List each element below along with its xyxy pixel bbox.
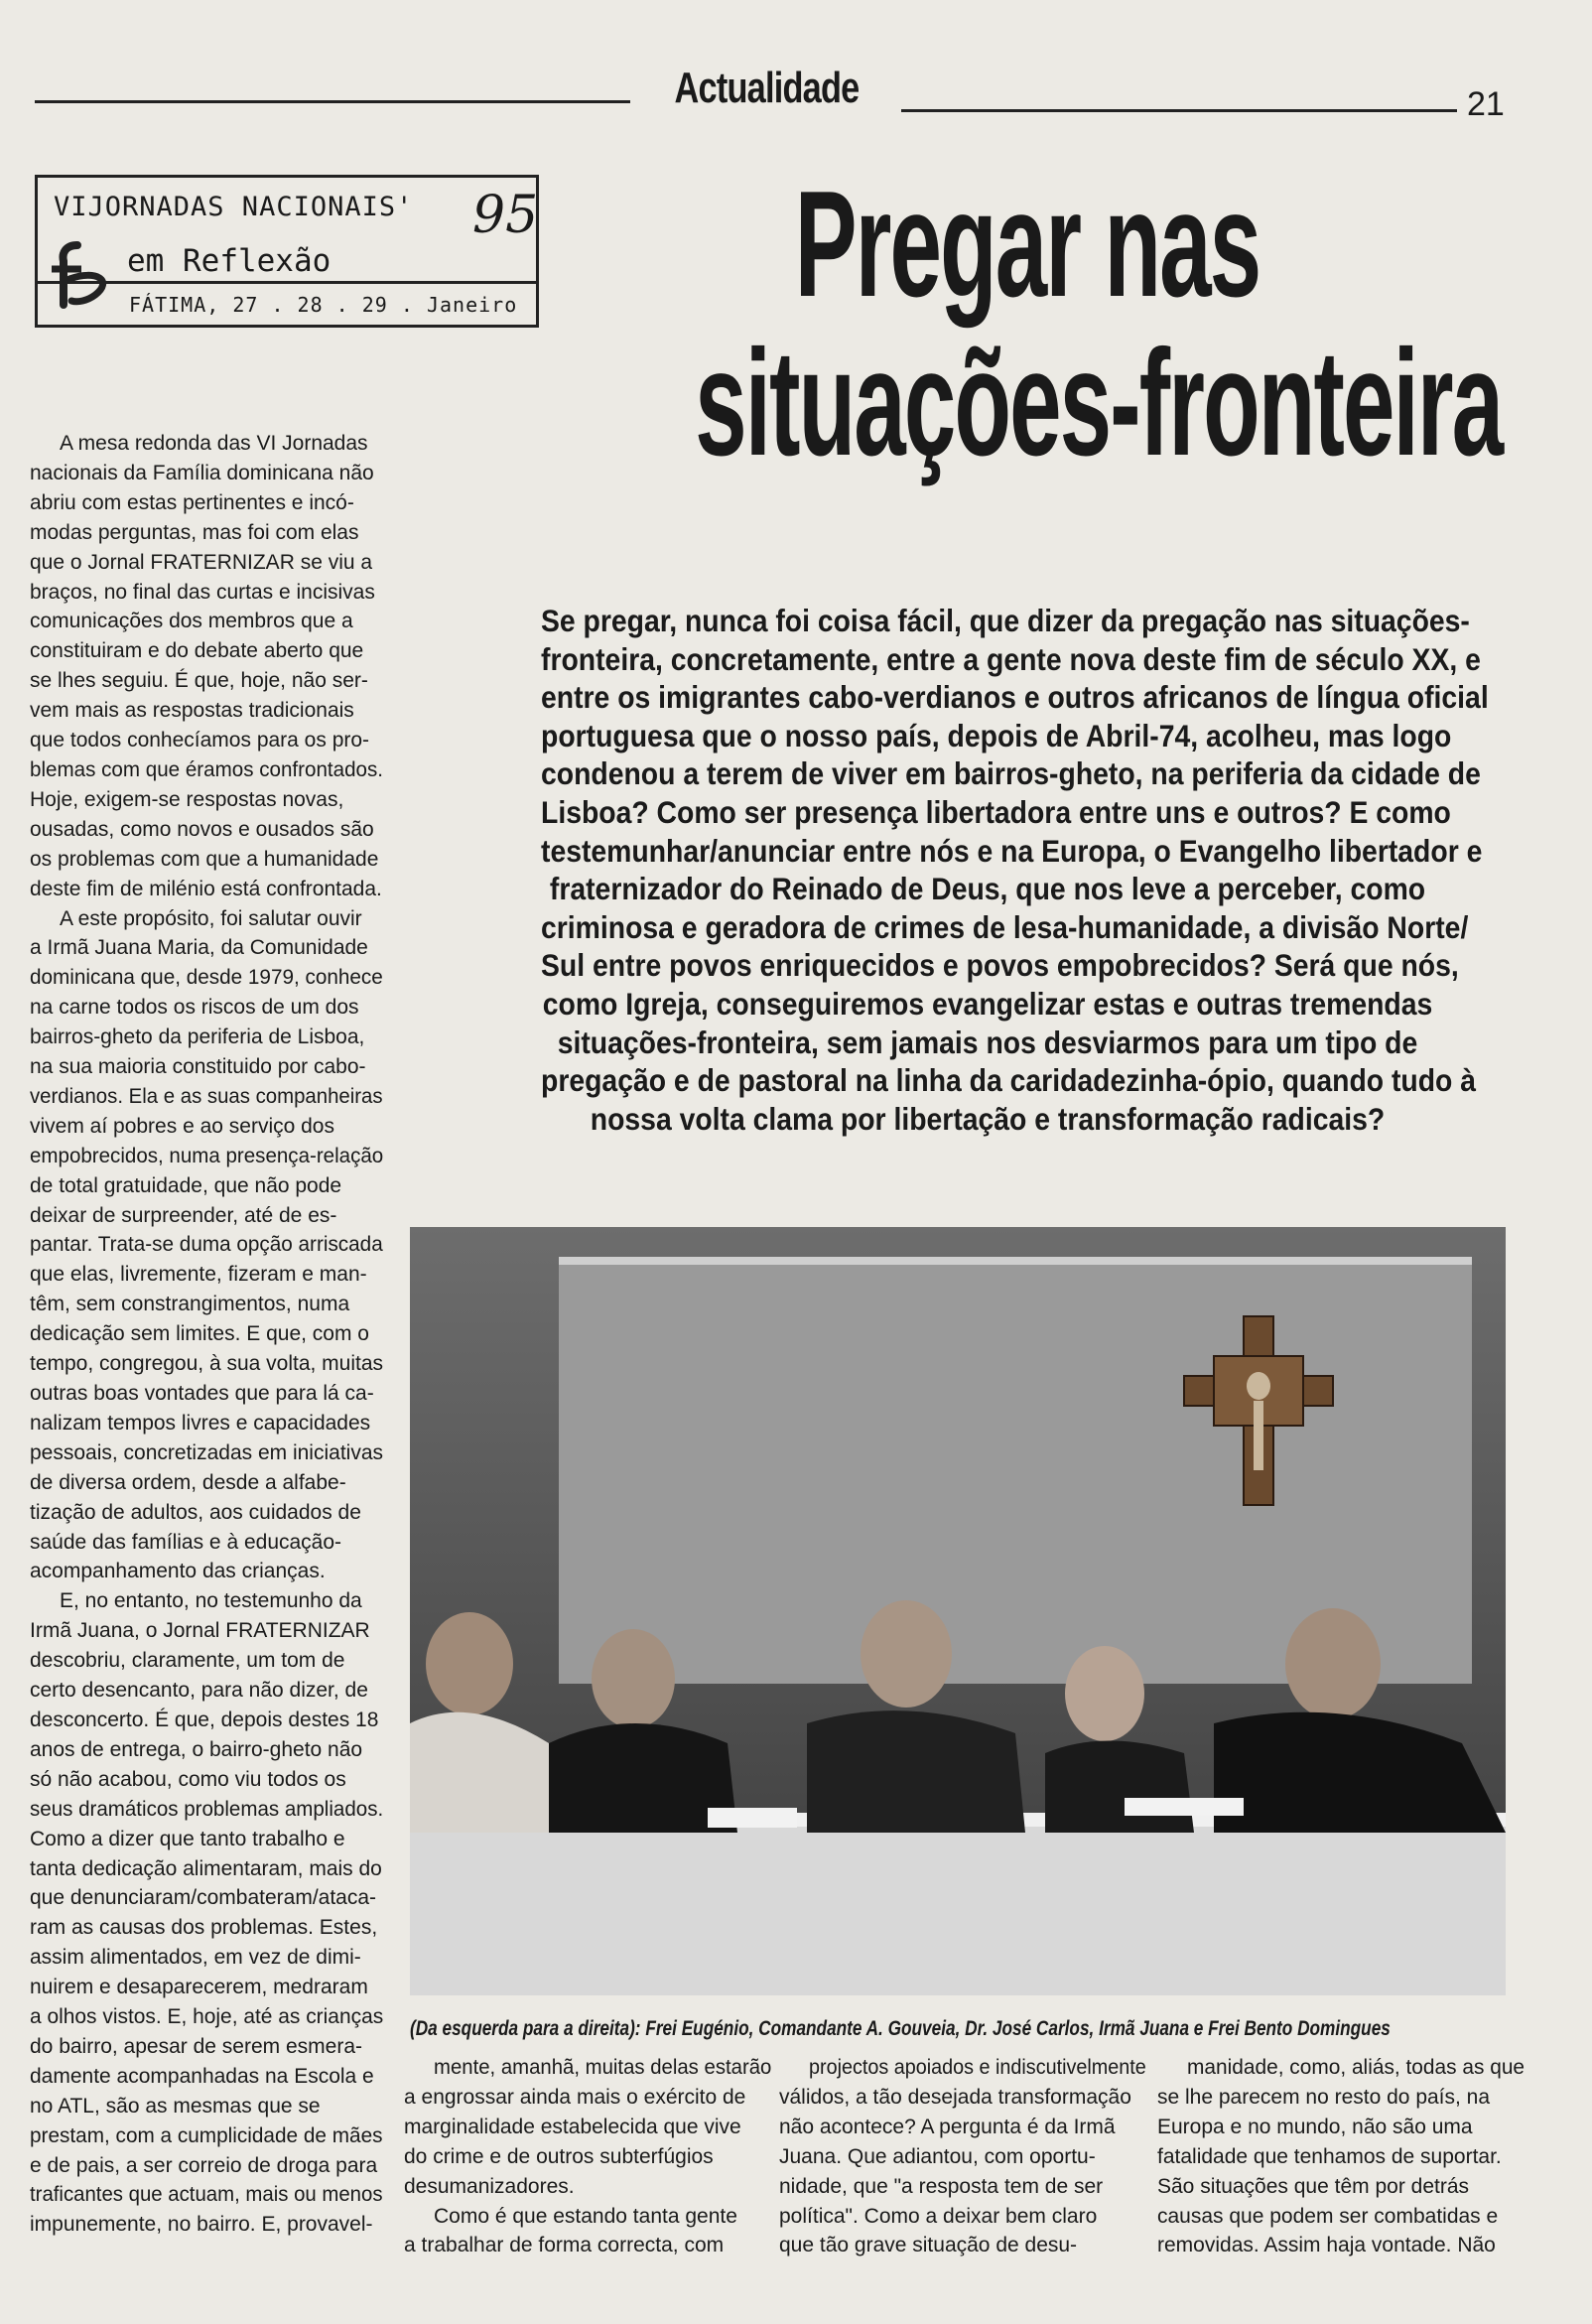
lead-line: nossa volta clama por libertação e transformação radicais? xyxy=(590,1100,1386,1137)
text-line: se lhe parecem no resto do país, na xyxy=(1157,2085,1491,2109)
jornadas-location-dates: FÁTIMA, 27 . 28 . 29 . Janeiro xyxy=(129,293,518,317)
text-line: prestam, com a cumplicidade de mães xyxy=(30,2123,383,2147)
paragraph xyxy=(30,429,383,904)
photo-round-table xyxy=(410,1227,1506,1995)
headline-line-2: situações-fronteira xyxy=(695,319,1503,487)
text-line: na carne todos os riscos de um dos xyxy=(30,996,359,1020)
text-line: descobriu, claramente, um tom de xyxy=(30,1649,345,1673)
jornadas-title: VIJORNADAS NACIONAIS' xyxy=(54,192,414,222)
lead-line: portuguesa que o nosso país, depois de Abril-74, acolheu, mas logo xyxy=(541,717,1452,753)
text-line: constituiram e do debate aberto que xyxy=(30,639,364,663)
text-line: tempo, congregou, à sua volta, muitas xyxy=(30,1352,384,1376)
photo-caption-text: (Da esquerda para a direita): Frei Eugénio, Comandante A. Gouveia, Dr. José Carlos, Irmã Juana e Frei Bento Domingues xyxy=(410,2017,1391,2040)
lead-line: como Igreja, conseguiremos evangelizar estas e outras tremendas xyxy=(542,985,1433,1022)
text-line: a trabalhar de forma correcta, com xyxy=(404,2234,725,2257)
lead-line: testemunhar/anunciar entre nós e na Europa, o Evangelho libertador e xyxy=(541,832,1483,869)
text-line: a olhos vistos. E, hoje, até as crianças xyxy=(30,2005,384,2029)
paragraph xyxy=(779,2053,1146,2260)
text-line: acompanhamento das crianças. xyxy=(30,1560,326,1583)
text-line: causas que podem ser combatidas e xyxy=(1157,2204,1499,2228)
text-line: outras boas vontades que para lá ca- xyxy=(30,1382,374,1405)
text-line: do crime e de outros subterfúgios xyxy=(404,2144,714,2168)
paragraph xyxy=(30,904,383,1587)
lead-paragraph xyxy=(491,602,1489,1138)
text-line: empobrecidos, numa presença-relação xyxy=(30,1144,384,1167)
text-line: vem mais as respostas tradicionais xyxy=(30,699,354,723)
lead-line: entre os imigrantes cabo-verdianos e outros africanos de língua oficial xyxy=(541,679,1489,716)
text-line: bairros-gheto da periferia de Lisboa, xyxy=(30,1025,365,1049)
article-column-bottom-1 xyxy=(404,2053,771,2260)
text-line: braços, no final das curtas e incisivas xyxy=(30,580,375,604)
paragraph xyxy=(1157,2053,1525,2260)
text-line: A mesa redonda das VI Jornadas xyxy=(60,432,368,455)
text-line: que elas, livremente, fizeram e man- xyxy=(30,1263,367,1287)
text-line: Europa e no mundo, não são uma xyxy=(1157,2115,1473,2138)
text-line: na sua maioria constituido por cabo- xyxy=(30,1055,366,1079)
text-line: a engrossar ainda mais o exército de xyxy=(404,2085,746,2109)
paragraph xyxy=(404,2053,771,2202)
text-line: modas perguntas, mas foi com elas xyxy=(30,520,359,544)
text-line: que todos conhecíamos para os pro- xyxy=(30,729,370,752)
text-line: desumanizadores. xyxy=(404,2174,575,2198)
text-line: Como é que estando tanta gente xyxy=(434,2204,737,2228)
text-line: válidos, a tão desejada transformação xyxy=(779,2085,1131,2109)
text-line: têm, sem constrangimentos, numa xyxy=(30,1293,350,1316)
text-line: manidade, como, aliás, todas as que xyxy=(1187,2056,1526,2079)
section-title: Actualidade xyxy=(674,64,860,112)
text-line: marginalidade estabelecida que vive xyxy=(404,2115,741,2138)
text-line: no ATL, são as mesmas que se xyxy=(30,2094,321,2118)
text-line: Juana. Que adiantou, com oportu- xyxy=(779,2144,1096,2168)
lead-line: fronteira, concretamente, entre a gente nova deste fim de século XX, e xyxy=(541,640,1481,677)
text-line: removidas. Assim haja vontade. Não xyxy=(1157,2234,1496,2257)
text-line: tização de adultos, aos cuidados de xyxy=(30,1500,361,1524)
text-line: só não acabou, como viu todos os xyxy=(30,1767,346,1791)
headline-line-1: Pregar nas xyxy=(794,160,1260,329)
text-line: impunemente, no bairro. E, provavel- xyxy=(30,2213,373,2237)
text-line: São situações que têm por detrás xyxy=(1157,2174,1470,2198)
text-line: comunicações dos membros que a xyxy=(30,610,353,633)
text-line: e de pais, a ser correio de droga para xyxy=(30,2153,378,2177)
text-line: pessoais, concretizadas em iniciativas xyxy=(30,1440,383,1464)
text-line: nacionais da Família dominicana não xyxy=(30,461,374,484)
text-line: assim alimentados, em vez de dimi- xyxy=(30,1946,361,1970)
lead-line: Se pregar, nunca foi coisa fácil, que dizer da pregação nas situações- xyxy=(541,603,1470,638)
header-rule-right xyxy=(901,109,1457,112)
article-column-bottom-2 xyxy=(779,2053,1146,2260)
text-line: saúde das famílias e à educação- xyxy=(30,1530,342,1554)
jornadas-year: 95 xyxy=(472,186,539,245)
text-line: seus dramáticos problemas ampliados. xyxy=(30,1797,384,1821)
page-number: 21 xyxy=(1467,85,1505,123)
text-line: fatalidade que tenhamos de suportar. xyxy=(1157,2144,1502,2168)
paragraph xyxy=(30,1586,383,2240)
text-line: que tão grave situação de desu- xyxy=(779,2234,1078,2257)
jornadas-subtitle: em Reflexão xyxy=(127,243,332,279)
text-line: dedicação sem limites. E que, com o xyxy=(30,1322,369,1346)
text-line: dominicana que, desde 1979, conhece xyxy=(30,966,383,990)
text-line: verdianos. Ela e as suas companheiras xyxy=(30,1084,383,1108)
text-line: vivem aí pobres e ao serviço dos xyxy=(30,1114,334,1138)
text-line: nuirem e desaparecerem, medraram xyxy=(30,1976,368,1999)
text-line: nalizam tempos livres e capacidades xyxy=(30,1411,371,1435)
text-line: A este propósito, foi salutar ouvir xyxy=(60,906,362,930)
lead-line: criminosa e geradora de crimes de lesa-humanidade, a divisão Norte/ xyxy=(541,908,1469,945)
text-line: não acontece? A pergunta é da Irmã xyxy=(779,2115,1116,2138)
text-line: do bairro, apesar de serem esmera- xyxy=(30,2034,362,2058)
text-line: deixar de surpreender, até de es- xyxy=(30,1203,337,1227)
text-line: damente acompanhadas na Escola e xyxy=(30,2064,374,2088)
text-line: que denunciaram/combateram/ataca- xyxy=(30,1886,377,1910)
text-line: anos de entrega, o bairro-gheto não xyxy=(30,1737,363,1761)
lead-line: pregação e de pastoral na linha da caridadezinha-ópio, quando tudo à xyxy=(541,1062,1477,1099)
text-line: ousadas, como novos e ousados são xyxy=(30,817,374,841)
text-line: nidade, que "a resposta tem de ser xyxy=(779,2174,1104,2198)
text-line: que o Jornal FRATERNIZAR se viu a xyxy=(30,550,373,574)
lead-line: situações-fronteira, sem jamais nos desviarmos para um tipo de xyxy=(557,1024,1418,1060)
lead-line: condenou a terem de viver em bairros-gheto, na periferia da cidade de xyxy=(541,755,1481,792)
text-line: Irmã Juana, o Jornal FRATERNIZAR xyxy=(30,1619,370,1643)
text-line: E, no entanto, no testemunho da xyxy=(60,1589,362,1613)
text-line: a Irmã Juana Maria, da Comunidade xyxy=(30,936,368,960)
text-line: blemas com que éramos confrontados. xyxy=(30,757,384,781)
text-line: pantar. Trata-se duma opção arriscada xyxy=(30,1233,383,1257)
header-rule-left xyxy=(35,100,630,103)
article-column-left xyxy=(30,429,383,2240)
text-line: projectos apoiados e indiscutivelmente xyxy=(809,2056,1146,2079)
headline xyxy=(491,160,1563,487)
text-line: ram as causas dos problemas. Estes, xyxy=(30,1916,378,1940)
text-line: Hoje, exigem-se respostas novas, xyxy=(30,787,344,811)
text-line: política". Como a deixar bem claro xyxy=(779,2204,1098,2228)
text-line: desconcerto. É que, depois destes 18 xyxy=(30,1708,379,1731)
photo-image xyxy=(410,1227,1506,1995)
text-line: Como a dizer que tanto trabalho e xyxy=(30,1827,345,1850)
text-line: traficantes que actuam, mais ou menos xyxy=(30,2183,383,2207)
text-line: de total gratuidade, que não pode xyxy=(30,1173,342,1197)
text-line: deste fim de milénio está confrontada. xyxy=(30,877,382,900)
text-line: se lhes seguiu. É que, hoje, não ser- xyxy=(30,669,368,693)
jornadas-logo-box xyxy=(35,175,539,328)
text-line: tanta dedicação alimentaram, mais do xyxy=(30,1856,382,1880)
text-line: de diversa ordem, desde a alfabe- xyxy=(30,1470,346,1494)
text-line: os problemas com que a humanidade xyxy=(30,847,379,871)
lead-line: Sul entre povos enriquecidos e povos empobrecidos? Será que nós, xyxy=(541,947,1459,984)
fraternizar-logo-icon xyxy=(48,239,117,311)
jornadas-box-rule xyxy=(38,281,536,284)
text-line: certo desencanto, para não dizer, de xyxy=(30,1679,368,1703)
lead-line: fraternizador do Reinado de Deus, que nos leve a perceber, como xyxy=(549,871,1426,907)
lead-line: Lisboa? Como ser presença libertadora entre uns e outros? E como xyxy=(541,793,1451,830)
text-line: abriu com estas pertinentes e incó- xyxy=(30,490,354,514)
paragraph xyxy=(404,2202,771,2261)
article-column-bottom-3 xyxy=(1157,2053,1525,2260)
text-line: mente, amanhã, muitas delas estarão xyxy=(434,2056,772,2079)
photo-caption xyxy=(410,2017,1506,2041)
